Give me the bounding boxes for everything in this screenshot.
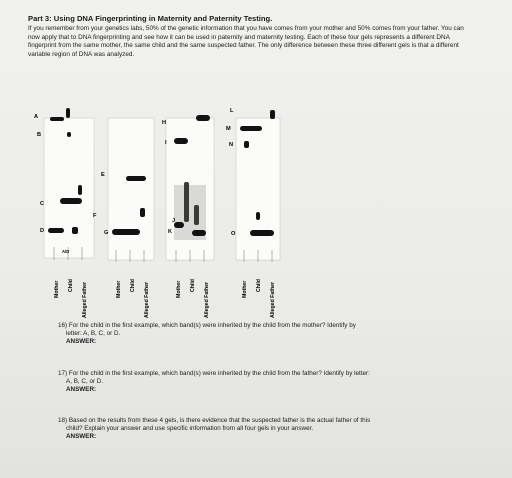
gel-2-lane-alleged-father: Alleged Father [144, 281, 150, 318]
band [60, 198, 82, 204]
gel-1-well-tag: A/D [62, 249, 70, 254]
question-17-answer-label: ANSWER: [66, 386, 97, 394]
band [192, 230, 206, 236]
gel-2-lane-child: Child [130, 279, 136, 292]
band [72, 227, 78, 234]
gel-1 [34, 108, 94, 318]
gel-3-lane-alleged-father: Alleged Father [204, 281, 210, 318]
band-label-j: J [172, 218, 176, 224]
gel-4 [226, 108, 280, 318]
band [67, 132, 71, 137]
band-label-i: I [165, 140, 167, 146]
gel-4-background [236, 118, 280, 260]
gel-1-lane-child: Child [68, 279, 74, 292]
band [78, 185, 82, 195]
band-label-b: B [37, 132, 42, 138]
band [174, 138, 188, 144]
gel-1-lane-mother: Mother [54, 280, 60, 298]
band-label-f: F [93, 213, 97, 219]
band-label-n: N [229, 142, 234, 148]
question-16-text: For the child in the first example, which band(s) were inherited by the child from the mother? Identify by [68, 322, 356, 329]
part-title: Part 3: Using DNA Fingerprinting in Maternity and Paternity Testing. [28, 14, 273, 23]
band [174, 222, 184, 228]
gel-4-lane-alleged-father: Alleged Father [270, 281, 276, 318]
intro-paragraph: If you remember from your genetics labs, 50% of the genetic information that you have comes from your mother and 50% comes from your father. You can now apply that to DNA fingerprinting and see how it can be used in paternity and maternity testing. Each of these four gels represents a different DNA fingerprint from the same mother, the same child and the same suspected father. The only difference between these three different gels is that a different variable region of DNA was analyzed. [28, 25, 464, 58]
band [126, 176, 146, 181]
band [194, 205, 199, 225]
band-label-l: L [230, 108, 234, 114]
question-18-text-line2: child? Explain your answer and use specific information from all four gels in your answer. [66, 425, 314, 433]
band-label-a: A [34, 114, 39, 120]
gel-1-background [44, 118, 94, 258]
band [256, 212, 260, 220]
gel-4-lane-child: Child [256, 279, 262, 292]
question-17-number: 17) [58, 370, 68, 377]
band [270, 110, 275, 119]
band-label-h: H [162, 120, 167, 126]
band [50, 117, 64, 121]
gel-3-lane-mother: Mother [176, 280, 182, 298]
gel-2-background [108, 118, 154, 260]
band-label-k: K [168, 229, 173, 235]
gel-2 [93, 118, 154, 318]
gel-3-lane-child: Child [190, 279, 196, 292]
question-16-text-line2: letter: A, B, C, or D. [66, 330, 121, 338]
question-18-number: 18) [58, 417, 68, 424]
question-18-answer-label: ANSWER: [66, 433, 97, 441]
question-16-number: 16) [58, 322, 68, 329]
question-18-text: Based on the results from these 4 gels, is there evidence that the suspected father is the actual father of this [68, 417, 371, 424]
band [250, 230, 274, 236]
question-18 [58, 417, 448, 442]
band-label-o: O [231, 231, 236, 237]
band [66, 108, 70, 118]
question-17 [58, 370, 448, 395]
band-label-e: E [101, 172, 105, 178]
band-label-m: M [226, 126, 231, 132]
band-label-c: C [40, 201, 45, 207]
band [48, 228, 64, 233]
band [240, 126, 262, 131]
gel-4-lane-mother: Mother [242, 280, 248, 298]
gel-1-lane-alleged-father: Alleged Father [82, 281, 88, 318]
question-17-text-line2: A, B, C, or D. [66, 378, 104, 386]
band [244, 141, 249, 148]
question-16-answer-label: ANSWER: [66, 338, 97, 346]
band-label-g: G [104, 230, 109, 236]
band [196, 115, 210, 121]
question-17-text: For the child in the first example, which band(s) were inherited by the child from the father? Identify by letter: [68, 370, 370, 377]
question-16 [58, 322, 448, 347]
gel-3 [162, 115, 214, 318]
band [112, 229, 140, 235]
band-label-d: D [40, 228, 45, 234]
band [184, 182, 189, 222]
gel-2-lane-mother: Mother [116, 280, 122, 298]
band [140, 208, 145, 217]
